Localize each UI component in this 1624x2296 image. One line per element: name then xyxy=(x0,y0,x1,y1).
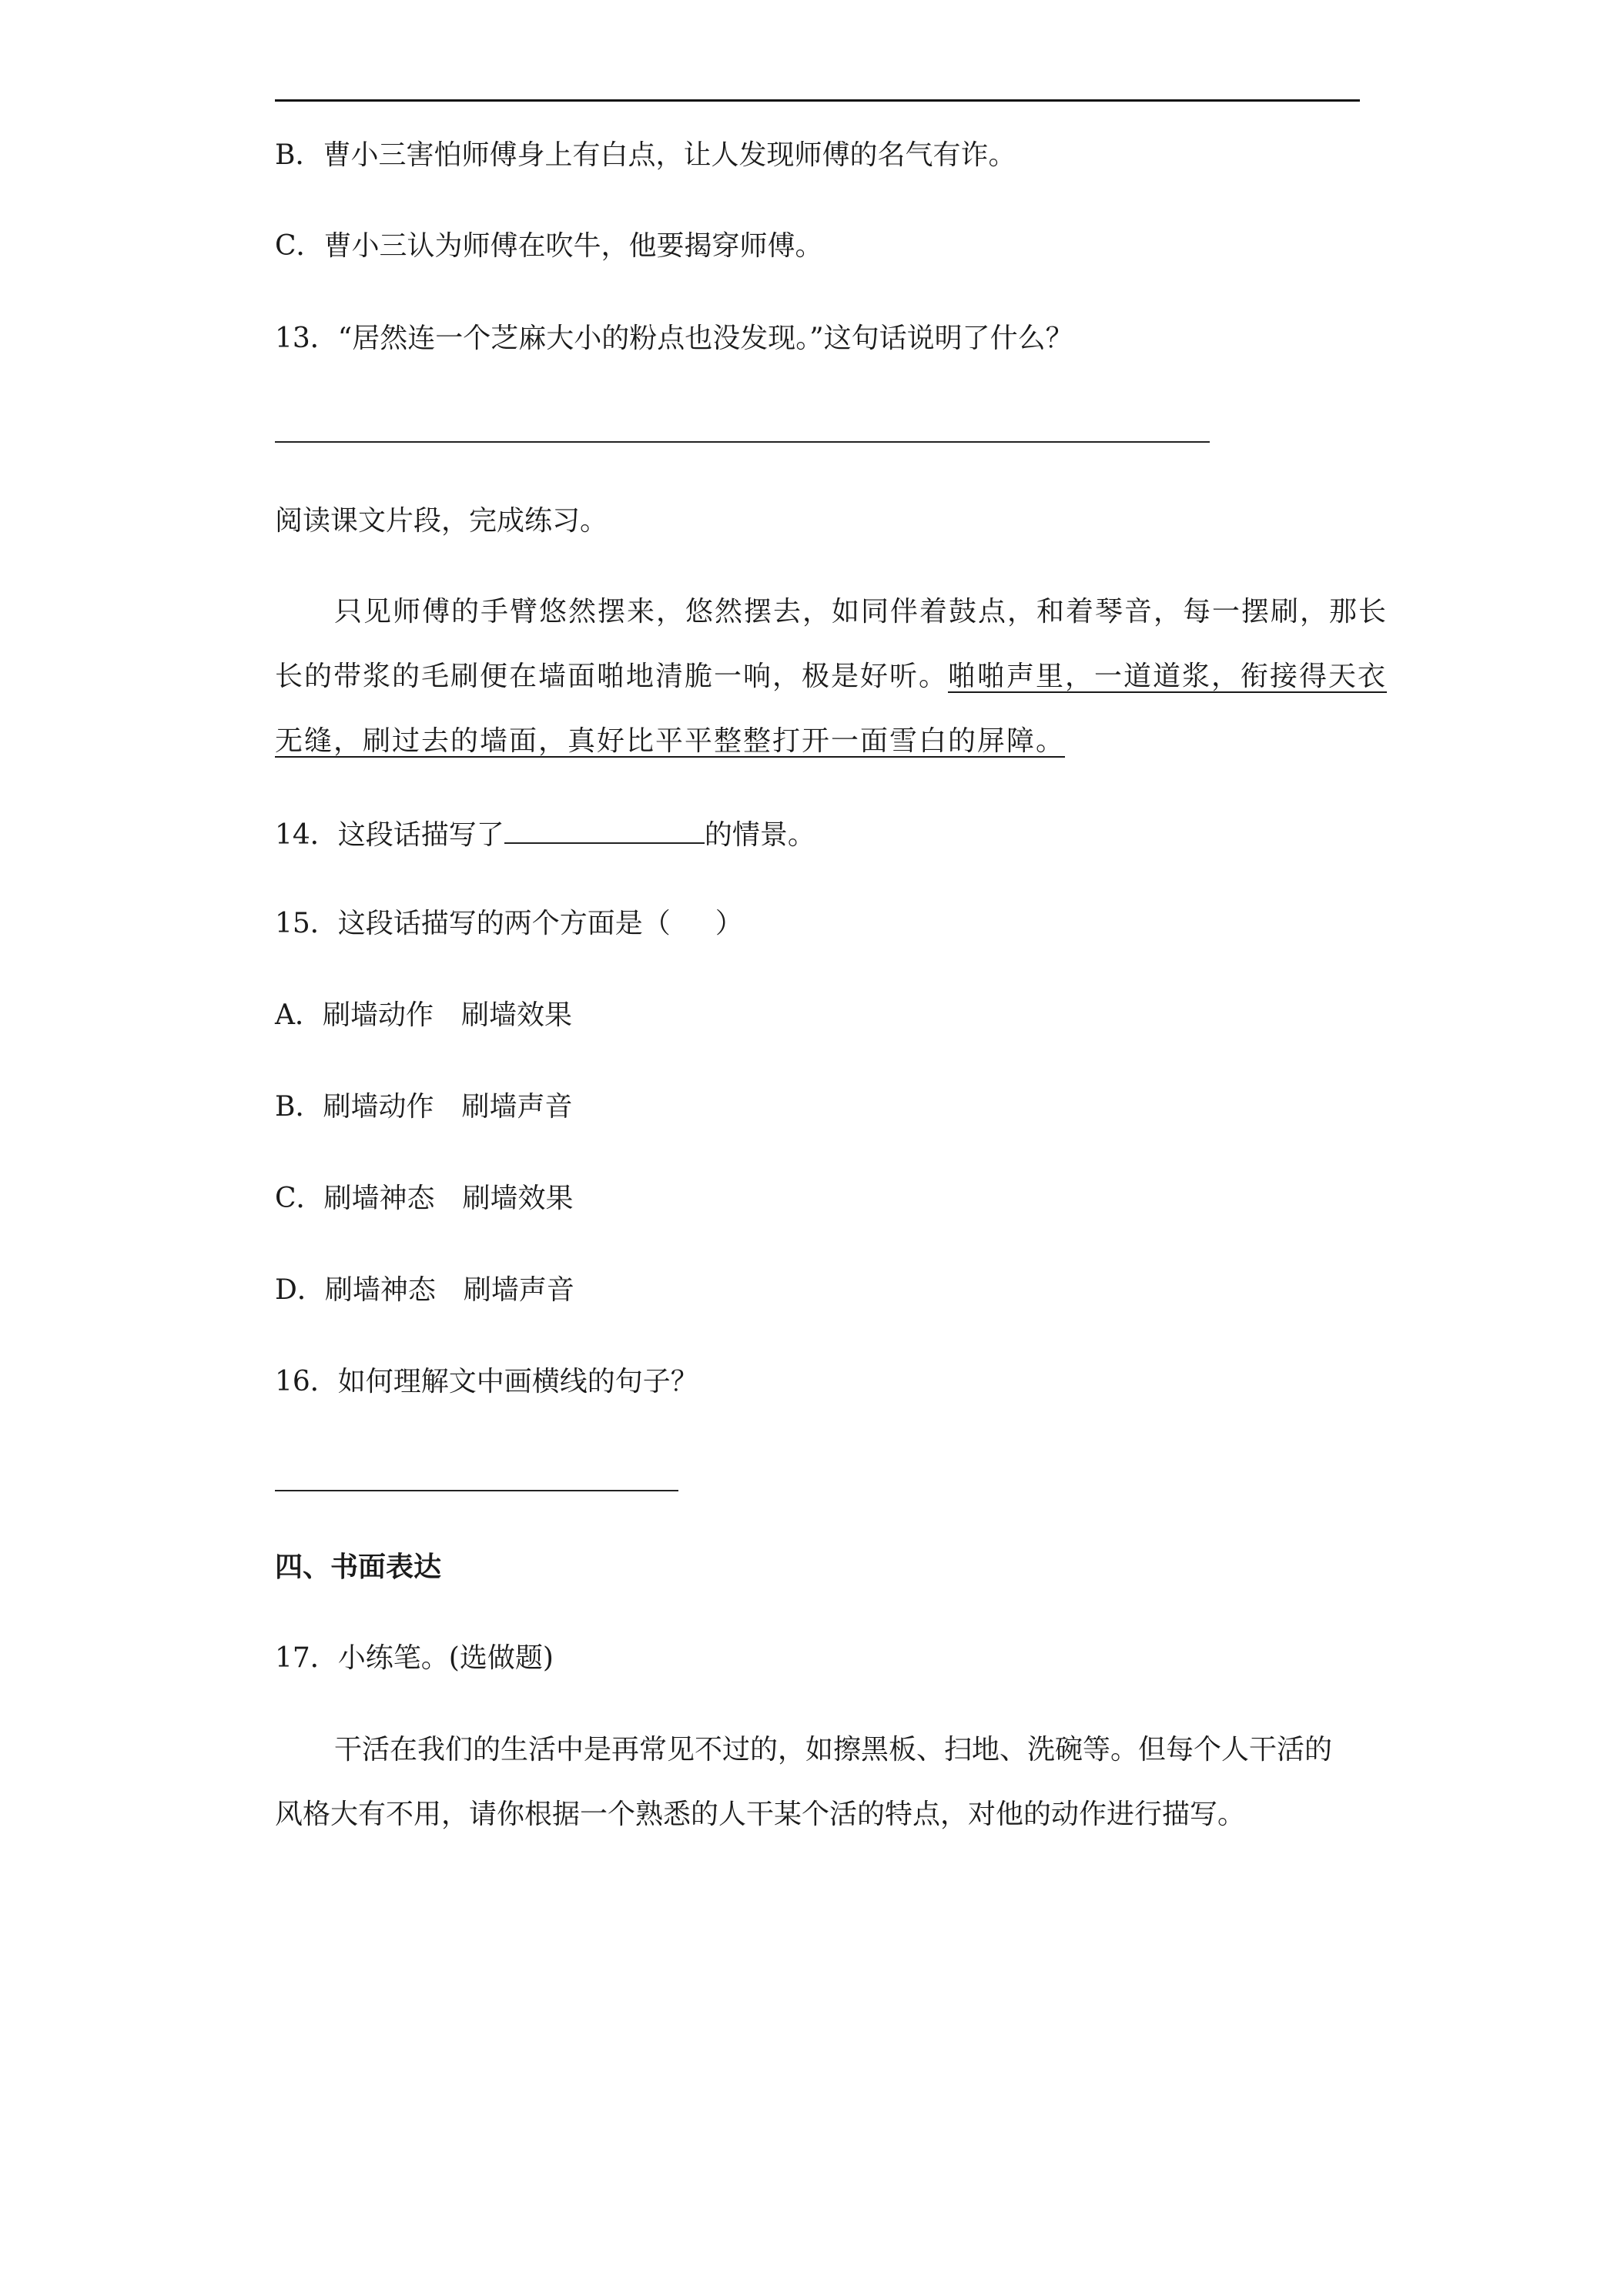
option-b-q12: B．曹小三害怕师傅身上有白点，让人发现师傅的名气有诈。 xyxy=(275,139,1016,171)
question-16: 16．如何理解文中画横线的句子？ xyxy=(275,1366,698,1397)
answer-line-q13[interactable] xyxy=(275,441,1210,443)
question-13: 13．“居然连一个芝麻大小的粉点也没发现。”这句话说明了什么？ xyxy=(275,323,1073,354)
passage-line-1: 只见师傅的手臂悠然摆来，悠然摆去，如同伴着鼓点，和着琴音，每一摆刷，那长 xyxy=(334,596,1388,628)
q17-paragraph-line-1: 干活在我们的生活中是再常见不过的，如擦黑板、扫地、洗碗等。但每个人干活的 xyxy=(334,1734,1333,1766)
q17-paragraph-line-2: 风格大有不用，请你根据一个熟悉的人干某个活的特点，对他的动作进行描写。 xyxy=(275,1799,1246,1830)
question-15 xyxy=(275,907,743,941)
option-c-q12: C．曹小三认为师傅在吹牛，他要揭穿师傅。 xyxy=(275,230,823,262)
answer-line-q16[interactable] xyxy=(275,1490,678,1491)
q14-blank[interactable] xyxy=(504,816,705,844)
q14-suffix: 的情景。 xyxy=(704,819,815,851)
passage-line-3 xyxy=(275,725,1065,758)
q15-stem-prefix: 15．这段话描写的两个方面是（ xyxy=(275,908,671,939)
q15-stem-suffix: ） xyxy=(715,908,743,939)
header-rule xyxy=(275,99,1360,102)
underlined-sentence-part-2: 无缝，刷过去的墙面，真好比平平整整打开一面雪白的屏障。 xyxy=(275,725,1066,757)
q14-prefix: 14．这段话描写了 xyxy=(275,819,504,851)
option-b-q15: B．刷墙动作 刷墙声音 xyxy=(275,1091,573,1123)
question-14 xyxy=(275,816,815,852)
option-d-q15: D．刷墙神态 刷墙声音 xyxy=(275,1274,574,1306)
reading-instruction: 阅读课文片段，完成练习。 xyxy=(275,505,608,537)
question-17: 17．小练笔。(选做题) xyxy=(275,1642,554,1674)
option-c-q15: C．刷墙神态 刷墙效果 xyxy=(275,1183,574,1214)
passage-plain-text: 长的带浆的毛刷便在墙面啪地清脆一响，极是好听。 xyxy=(275,661,949,692)
option-a-q15: A．刷墙动作 刷墙效果 xyxy=(275,999,572,1031)
section-heading-4: 四、书面表达 xyxy=(275,1551,442,1583)
underlined-sentence-part-1: 啪啪声里，一道道浆，衔接得天衣 xyxy=(948,661,1388,692)
passage-line-2 xyxy=(275,660,1387,694)
